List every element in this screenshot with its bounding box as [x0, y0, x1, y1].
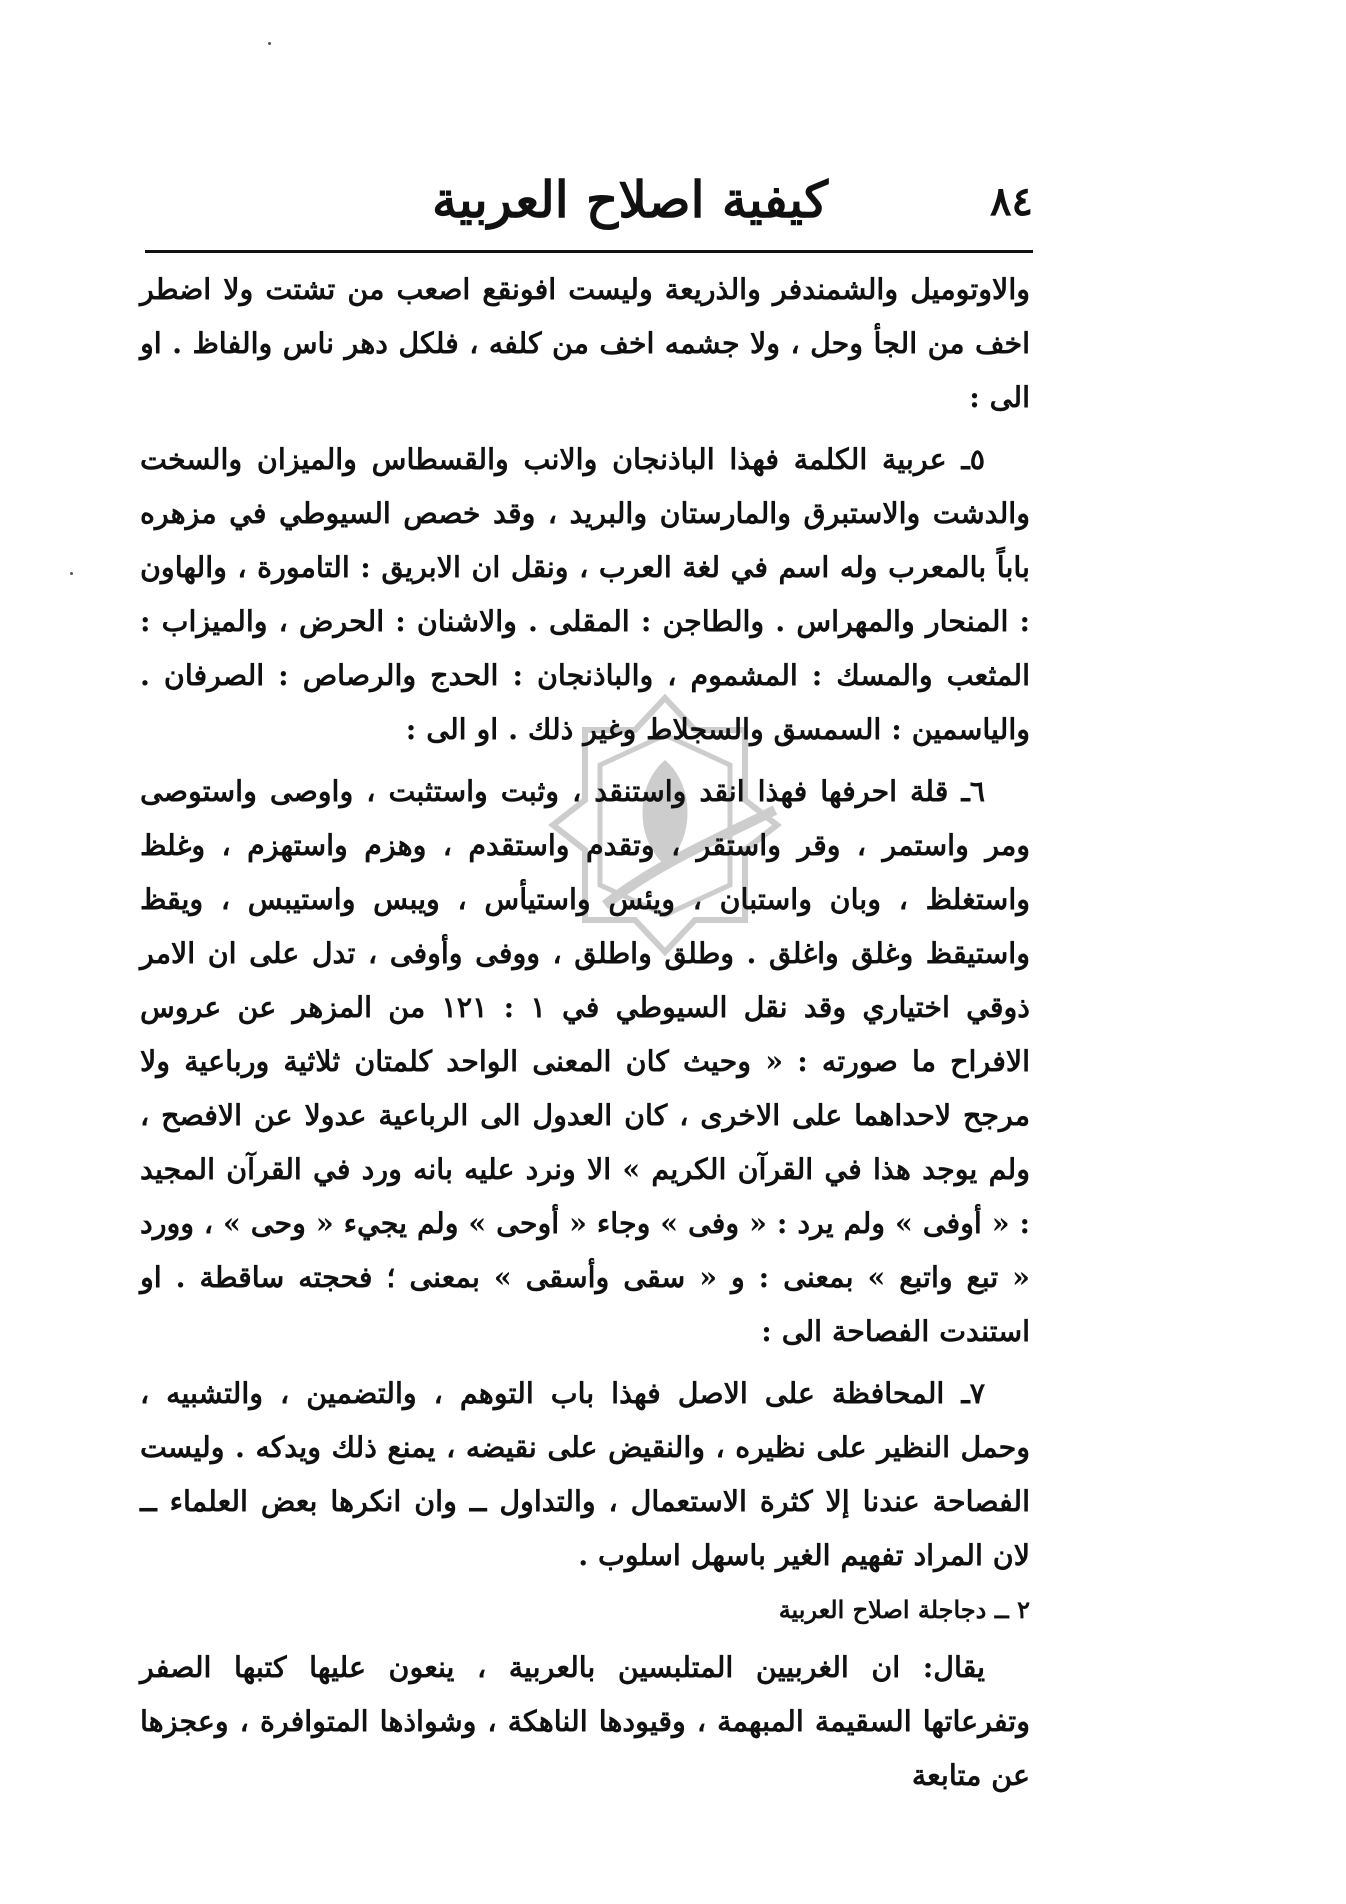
paragraph: والاوتوميل والشمندفر والذريعة وليست افونقع اصعب من تشتت ولا اضطر اخف من الجأ وحل ، ولا جشمه اخف من كلفه ، فلكل دهر ناس والفاظ . او الى :	[140, 272, 1030, 414]
paragraph: ٧ـ المحافظة على الاصل فهذا باب التوهم ، والتضمين ، والتشبيه ، وحمل النظير على نظيره ، والنقيض على نقيضه ، يمنع ذلك ويدكه . وليست الفصاحة عندنا إلا كثرة الاستعمال ، والتداول ــ وان انكرها بعض العلماء ــ لان المراد تفهيم الغير باسهل اسلوب .	[140, 1376, 1030, 1572]
scan-speck	[268, 42, 271, 45]
header-rule	[145, 250, 1033, 253]
page-header	[145, 168, 1033, 248]
running-title: كيفية اصلاح العربية	[432, 170, 828, 229]
page-number: ٨٤	[990, 178, 1033, 225]
paragraph: ٦ـ قلة احرفها فهذا انقد واستنقد ، وثبت واستثبت ، واوصى واستوصى ومر واستمر ، وقر واستقر ، وتقدم واستقدم ، وهزم واستهزم ، وغلظ واستغلظ ، وبان واستبان ، ويئس واستيأس ، ويبس واستيبس ، ويقظ واستيقظ وغلق واغلق . وطلق واطلق ، ووفى وأوفى ، تدل على ان الامر ذوقي اختياري وقد نقل السيوطي في ١ : ١٢١ من المزهر عن عروس الافراح ما صورته : « وحيث كان المعنى الواحد كلمتان ثلاثية ورباعية ولا مرجح لاحداهما على الاخرى ، كان العدول الى الرباعية عدولا عن الافصح ، ولم يوجد هذا في القرآن الكريم » الا ونرد عليه بانه ورد في القرآن المجيد : « أوفى » ولم يرد : « وفى » وجاء « أوحى » ولم يجيء « وحى » ، وورد « تبع واتبع » بمعنى : و « سقى وأسقى » بمعنى ؛ فحجته ساقطة . او استندت الفصاحة الى :	[140, 774, 1030, 1348]
section-heading: ٢ ــ دجاجلة اصلاح العربية	[778, 1595, 1030, 1624]
paragraph: ٥ـ عربية الكلمة فهذا الباذنجان والانب والقسطاس والميزان والسخت والدشت والاستبرق والمارستان والبريد ، وقد خصص السيوطي في مزهره باباً بالمعرب وله اسم في لغة العرب ، ونقل ان الابريق : التامورة ، والهاون : المنحار والمهراس . والطاجن : المقلى . والاشنان : الحرض ، والميزاب : المثعب والمسك : المشموم ، والباذنجان : الحدج والرصاص : الصرفان . والياسمين : السمسق والسجلاط وغير ذلك . او الى :	[140, 442, 1030, 746]
paragraph: يقال: ان الغربيين المتلبسين بالعربية ، ينعون عليها كتبها الصفر وتفرعاتها السقيمة المبهمة ، وقيودها الناهكة ، وشواذها المتوافرة ، وعجزها عن متابعة	[140, 1650, 1030, 1792]
scan-speck	[70, 572, 73, 575]
body-text	[140, 262, 1030, 1810]
